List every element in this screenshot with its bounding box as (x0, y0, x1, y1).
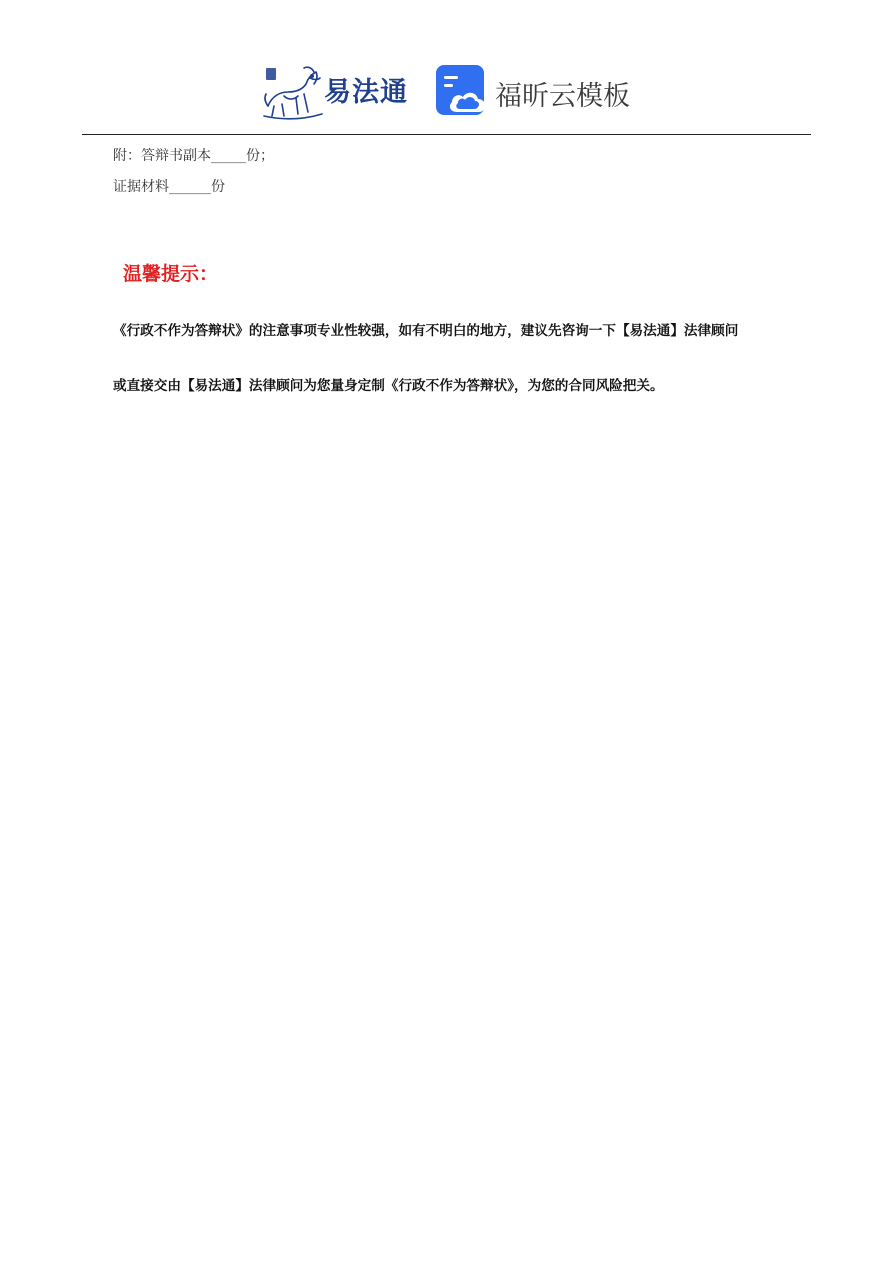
attachment-evidence-line: 证据材料______份 (113, 179, 225, 195)
yifatong-logo (262, 62, 414, 120)
cloud-document-icon (435, 64, 489, 118)
tip-paragraph-line-1: 《行政不作为答辩状》的注意事项专业性较强，如有不明白的地方，建议先咨询一下【易法通】法律顾问 (113, 323, 739, 339)
qilin-emblem-icon (262, 62, 324, 120)
fuxin-logo-text: 福昕云模板 (495, 81, 630, 112)
yifatong-logo-text: 易法通 (324, 77, 408, 108)
fuxin-logo (435, 64, 635, 120)
tip-paragraph-line-2: 或直接交由【易法通】法律顾问为您量身定制《行政不作为答辩状》，为您的合同风险把关。 (113, 378, 664, 394)
page-header (0, 0, 893, 136)
attachment-copies-line: 附：答辩书副本_____份； (113, 148, 274, 164)
tip-title: 温馨提示： (123, 263, 219, 285)
header-divider (82, 134, 811, 135)
